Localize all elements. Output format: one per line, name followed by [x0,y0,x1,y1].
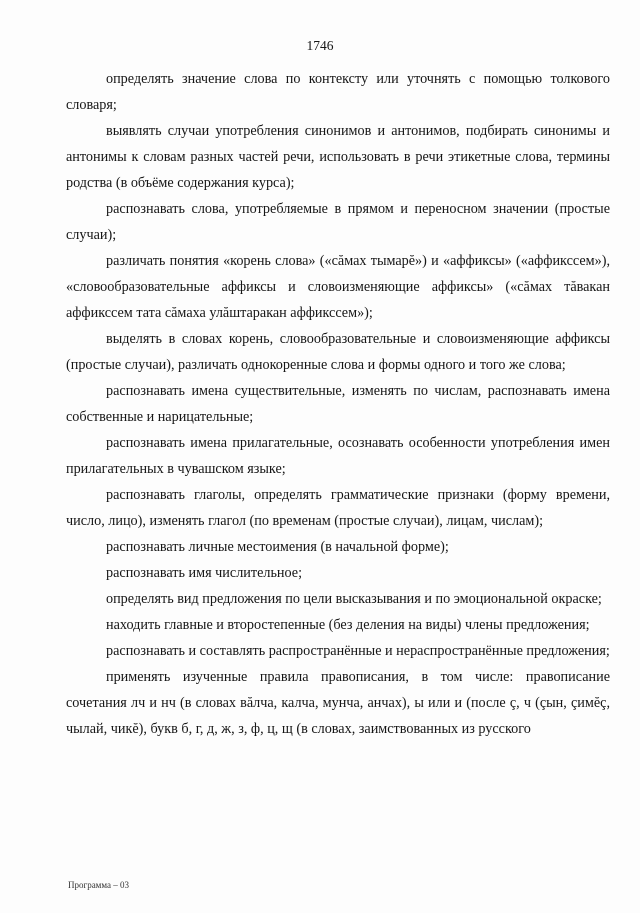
paragraph: распознавать слова, употребляемые в прямом и переносном значении (простые случаи); [66,201,610,243]
paragraph: распознавать имена существительные, изменять по числам, распознавать имена собственные и нарицательные; [66,383,610,425]
paragraph: определять значение слова по контексту или уточнять с помощью толкового словаря; [66,71,610,113]
paragraph: различать понятия «корень слова» («сăмах тымарĕ») и «аффиксы» («аффикссем»), «словообразовательные аффиксы и словоизменяющие аффиксы» («сăмах тăвакан аффикссем тата сăмаха улăштаракан аффикссем»); [66,253,610,321]
paragraph: распознавать имена прилагательные, осознавать особенности употребления имен прилагательных в чувашском языке; [66,435,610,477]
paragraph: выделять в словах корень, словообразовательные и словоизменяющие аффиксы (простые случаи), различать однокоренные слова и формы одного и того же слова; [66,331,610,373]
document-body [66,66,610,742]
paragraph: распознавать и составлять распространённые и нераспространённые предложения; [106,643,610,659]
paragraph: распознавать глаголы, определять грамматические признаки (форму времени, число, лицо), изменять глагол (по временам (простые случаи), лицам, числам); [66,487,610,529]
paragraph: определять вид предложения по цели высказывания и по эмоциональной окраске; [106,591,602,607]
paragraph: применять изученные правила правописания, в том числе: правописание сочетания лч и нч (в словах вăлча, калча, мунча, анчах), ы или и (после ç, ч (çын, çимĕç, чылай, чикĕ), букв б, г, д, ж, з, ф, ц, щ (в словах, заимствованных из русского [66,669,610,737]
paragraph: распознавать имя числительное; [106,565,303,581]
paragraph: выявлять случаи употребления синонимов и антонимов, подбирать синонимы и антонимы к словам разных частей речи, использовать в речи этикетные слова, термины родства (в объёме содержания курса); [66,123,610,191]
paragraph: распознавать личные местоимения (в начальной форме); [106,539,449,555]
page-number: 1746 [306,38,334,53]
page-footer: Программа – 03 [68,880,130,890]
paragraph: находить главные и второстепенные (без деления на виды) члены предложения; [106,617,590,633]
